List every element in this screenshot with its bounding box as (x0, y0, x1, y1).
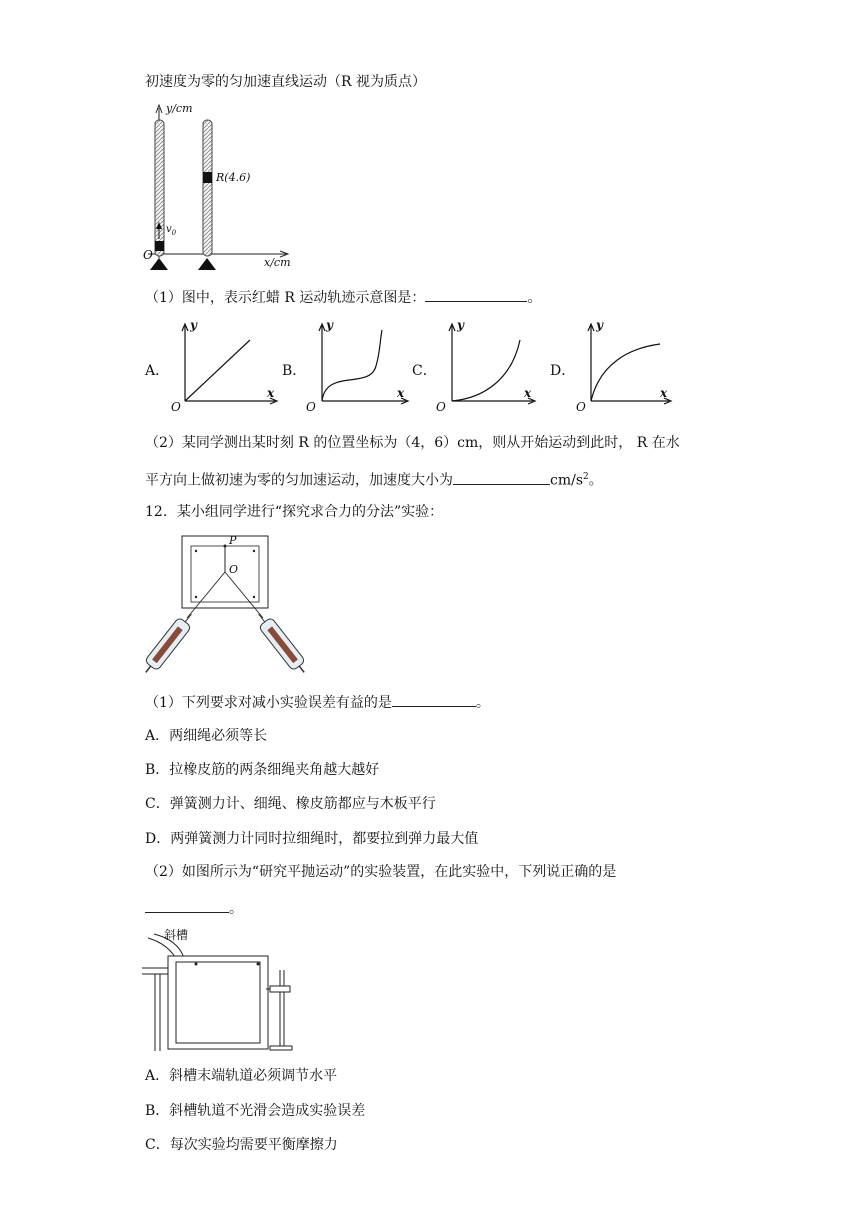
graph-c-curve (452, 340, 520, 401)
x-axis-label: x/cm (264, 256, 291, 269)
y-axis-label: y/cm (166, 102, 193, 115)
q12-option-b[interactable]: B．拉橡皮筋的两条细绳夹角越大越好 (145, 762, 380, 778)
q12-part1: （1）下列要求对减小实验误差有益的是 。 (145, 692, 490, 713)
graph-b-x: x (397, 386, 405, 400)
q11-part2-line1: （2）某同学测出某时刻 R 的位置坐标为（4，6）cm，则从开始运动到此时， R 在水 (145, 435, 680, 451)
answer-blank[interactable] (392, 692, 476, 707)
q12-part2-option-c[interactable]: C．每次实验均需要平衡摩擦力 (145, 1137, 338, 1153)
q12-title: 12．某小组同学进行“探究求合力的分法”实验： (145, 504, 444, 520)
intro-text: 初速度为零的匀加速直线运动（R 视为质点） (145, 74, 426, 90)
force-board-figure (140, 534, 310, 676)
q12-part2: （2）如图所示为“研究平抛运动”的实验装置，在此实验中，下列说正确的是 (145, 864, 617, 880)
graph-a-x: x (267, 386, 275, 400)
option-a-label[interactable]: A． (145, 363, 170, 379)
q12-option-d[interactable]: D．两弹簧测力计同时拉细绳时，都要拉到弹力最大值 (145, 831, 479, 847)
graph-d-curve (591, 344, 660, 401)
graph-d-y: y (596, 318, 603, 332)
graph-d-origin: O (576, 400, 586, 414)
r-position-label: R(4.6) (216, 171, 251, 184)
option-b-label[interactable]: B． (282, 363, 307, 379)
point-p-label: P (229, 534, 237, 547)
graph-c-y: y (457, 318, 464, 332)
option-d-label[interactable]: D． (550, 363, 576, 379)
answer-blank[interactable] (145, 898, 229, 913)
graph-options (140, 318, 700, 418)
graph-a-origin: O (171, 400, 181, 414)
graph-b-origin: O (306, 400, 316, 414)
graph-c-origin: O (436, 400, 446, 414)
graph-a-y: y (190, 318, 197, 332)
q11-part2-line2: 平方向上做初速为零的匀加速运动，加速度大小为 $cm/s^2$。 (145, 467, 603, 491)
graph-c-x: x (524, 386, 532, 400)
q11-part1: （1）图中，表示红蜡 R 运动轨迹示意图是： 。 (145, 287, 541, 308)
graph-d-x: x (660, 386, 668, 400)
q12-option-c[interactable]: C．弹簧测力计、细绳、橡皮筋都应与木板平行 (145, 796, 436, 812)
tube-figure (140, 100, 300, 275)
graph-a-line (185, 340, 250, 401)
q12-option-a[interactable]: A．两细绳必须等长 (145, 728, 268, 744)
point-o-label: O (229, 563, 239, 576)
chute-label: 斜槽 (164, 928, 189, 942)
option-c-label[interactable]: C． (412, 363, 437, 379)
origin-label: O (143, 248, 153, 262)
answer-blank[interactable] (425, 287, 527, 302)
v0-label: $v_0$ (166, 224, 177, 237)
graph-b-curve (322, 330, 382, 401)
answer-blank[interactable] (453, 470, 550, 485)
q12-part2-answer: 。 (145, 898, 243, 919)
projectile-apparatus-figure (140, 926, 300, 1056)
q12-part2-option-a[interactable]: A．斜槽末端轨道必须调节水平 (145, 1068, 338, 1084)
graph-b-y: y (326, 318, 333, 332)
q12-part2-option-b[interactable]: B．斜槽轨道不光滑会造成实验误差 (145, 1103, 366, 1119)
